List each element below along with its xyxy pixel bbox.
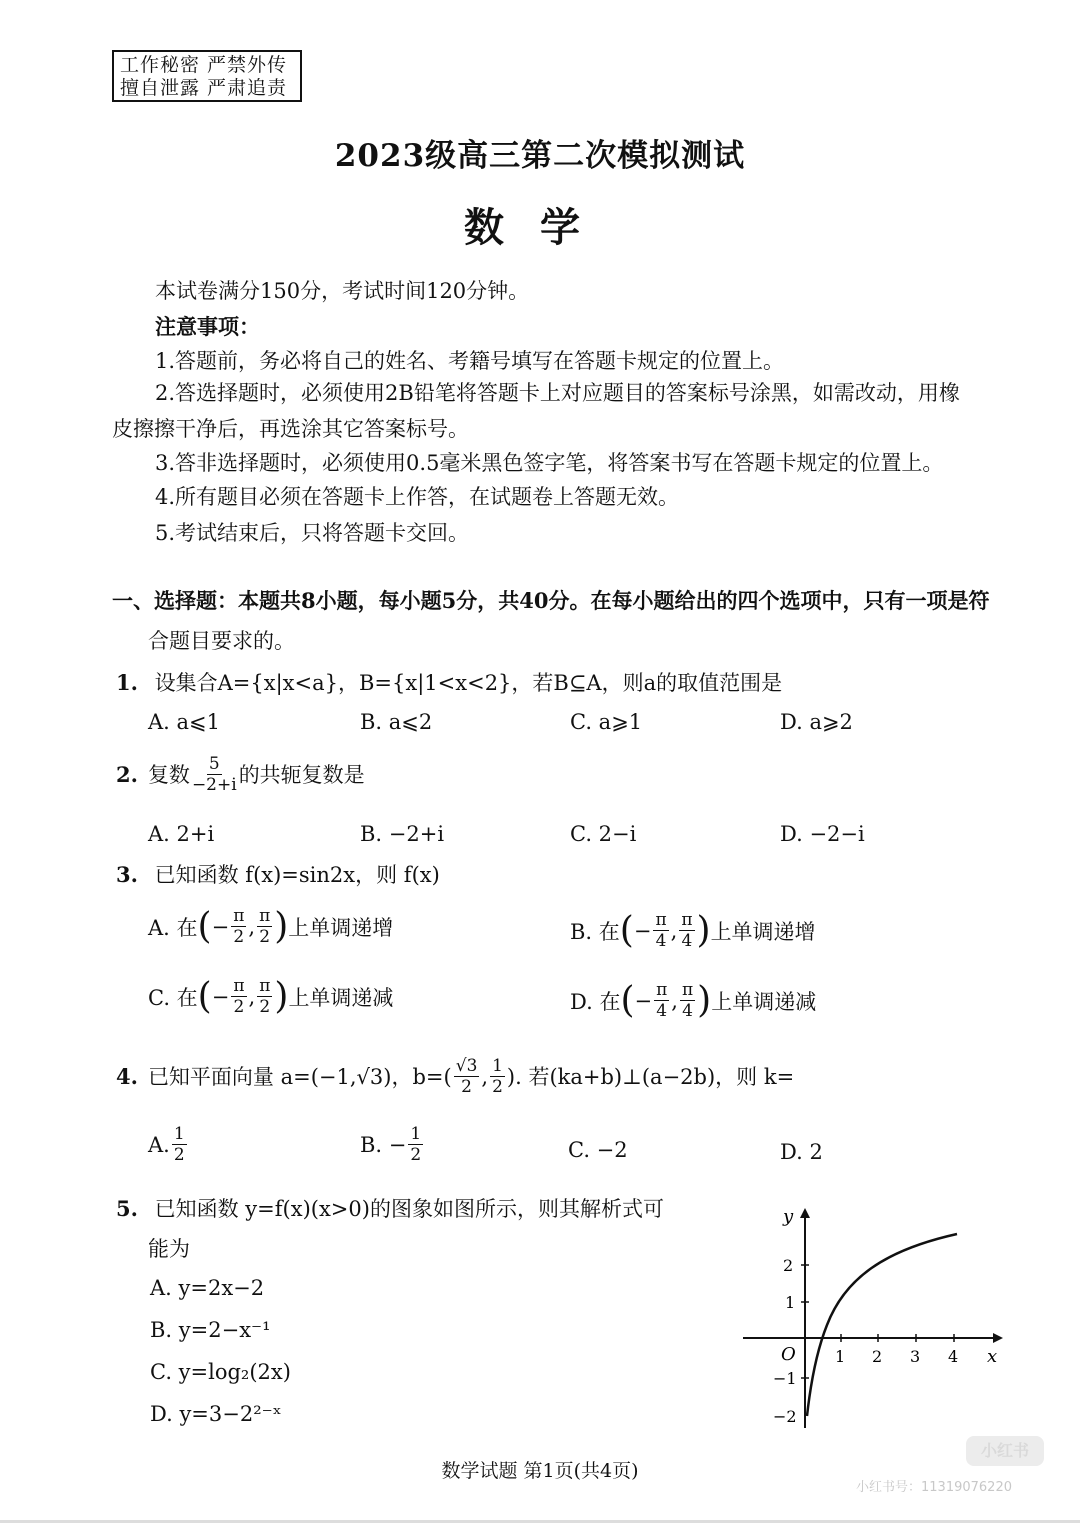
- right-paren: ): [696, 910, 711, 951]
- left-paren: (: [197, 906, 212, 947]
- fraction-denominator: 2: [410, 1145, 422, 1165]
- question-4: [116, 1056, 794, 1097]
- q4-option-b: [360, 1124, 425, 1165]
- left-paren: (: [619, 910, 634, 951]
- y-tick-2: 2: [783, 1256, 794, 1275]
- q2-option-a: A. 2+i: [148, 822, 215, 846]
- question-text-pre: 复数: [147, 762, 190, 787]
- fraction: [653, 910, 668, 951]
- fraction-denominator: 4: [655, 931, 667, 951]
- watermark-id: 小红书号：11319076220: [856, 1480, 1012, 1495]
- option-label: B. −: [360, 1132, 407, 1157]
- q5-option-c: C. y=log₂(2x): [150, 1360, 291, 1384]
- fraction-numerator: π: [681, 910, 693, 930]
- y-axis-arrow: [800, 1208, 810, 1218]
- question-number: 2.: [116, 761, 138, 787]
- fraction-numerator: π: [655, 910, 667, 930]
- question-text: 已知函数 f(x)=sin2x，则 f(x): [154, 863, 440, 887]
- minus-sign: −: [634, 988, 653, 1013]
- intro-text: 本试卷满分150分，考试时间120分钟。: [155, 279, 530, 303]
- fraction: [408, 1124, 423, 1165]
- x-axis-arrow: [993, 1333, 1003, 1343]
- fraction-denominator: 2: [461, 1077, 472, 1097]
- fraction: [490, 1056, 505, 1097]
- fraction-denominator: 4: [656, 1001, 668, 1021]
- question-number: 5.: [116, 1196, 138, 1221]
- option-suffix: 上单调递减: [711, 989, 817, 1014]
- question-1: [116, 668, 782, 698]
- right-paren: ): [274, 906, 289, 947]
- note-item-2: 2.答选择题时，必须使用2B铅笔将答题卡上对应题目的答案标号涂黑，如需改动，用橡: [155, 381, 960, 405]
- x-tick-2: 2: [872, 1347, 883, 1366]
- fraction-numerator: 1: [492, 1056, 503, 1076]
- q1-option-d: D. a⩾2: [780, 710, 853, 734]
- question-text: 已知函数 y=f(x)(x>0)的图象如图所示，则其解析式可: [154, 1197, 664, 1221]
- fraction: [172, 1124, 187, 1165]
- minus-sign: −: [211, 984, 230, 1009]
- fraction: [231, 906, 246, 947]
- question-number: 1.: [116, 670, 138, 695]
- q5-option-a: A. y=2x−2: [150, 1276, 265, 1300]
- fraction-denominator: 2: [259, 927, 271, 947]
- question-5-cont: 能为: [148, 1237, 190, 1261]
- minus-sign: −: [211, 914, 230, 939]
- left-paren: (: [620, 980, 635, 1021]
- stamp-line-1: 工作秘密 严禁外传: [120, 54, 288, 76]
- section-heading: 一、选择题：本题共8小题，每小题5分，共40分。在每小题给出的四个选项中，只有一项是符: [112, 588, 990, 613]
- fraction-numerator: π: [233, 976, 245, 996]
- fraction-numerator: 1: [410, 1124, 422, 1144]
- fraction-numerator: π: [681, 980, 694, 1000]
- q4-option-c: C. −2: [568, 1138, 628, 1162]
- fraction-denominator: 2: [173, 1145, 185, 1165]
- fraction-numerator: π: [259, 976, 271, 996]
- fraction-numerator: 5: [208, 754, 220, 774]
- fraction-numerator: π: [656, 980, 668, 1000]
- fraction-denominator: −2+i: [191, 775, 237, 795]
- fraction: [257, 906, 272, 947]
- question-2: [116, 754, 365, 795]
- question-number: 3.: [116, 862, 138, 887]
- page-footer: 数学试题 第1页(共4页): [441, 1460, 639, 1482]
- q2-option-b: B. −2+i: [360, 822, 445, 846]
- fraction: [257, 976, 272, 1017]
- question-number: 4.: [116, 1063, 138, 1089]
- option-label: C. 在: [148, 985, 198, 1010]
- note-item-2-cont: 皮擦擦干净后，再选涂其它答案标号。: [112, 417, 469, 441]
- notes-heading: 注意事项：: [155, 314, 260, 339]
- question-text: 设集合A={x|x<a}，B={x|1<x<2}，若B⊆A，则a的取值范围是: [154, 671, 783, 695]
- fraction-denominator: 2: [233, 997, 245, 1017]
- question-5: [116, 1194, 664, 1224]
- y-tick-1: 1: [785, 1293, 796, 1312]
- fraction: [192, 754, 237, 795]
- fraction-denominator: 2: [492, 1077, 503, 1097]
- q5-option-b: B. y=2−x⁻¹: [150, 1318, 271, 1342]
- q4-option-d: D. 2: [780, 1140, 823, 1164]
- fraction: [454, 1056, 480, 1097]
- note-item-4: 4.所有题目必须在答题卡上作答，在试题卷上答题无效。: [155, 485, 680, 509]
- bottom-divider: [0, 1520, 1080, 1523]
- y-tick-neg1: −1: [773, 1369, 797, 1388]
- q2-option-d: D. −2−i: [780, 822, 865, 846]
- fraction-numerator: π: [233, 906, 245, 926]
- option-label: D. 在: [570, 989, 621, 1014]
- q5-option-d: D. y=3−2²⁻ˣ: [150, 1402, 282, 1426]
- x-tick-3: 3: [910, 1347, 921, 1366]
- question-text-post: ). 若(ka+b)⊥(a−2b)，则 k=: [506, 1064, 795, 1089]
- stamp-line-2: 擅自泄露 严肃追责: [120, 77, 288, 99]
- option-suffix: 上单调递减: [288, 985, 394, 1010]
- comma: ,: [671, 988, 678, 1013]
- y-tick-neg2: −2: [773, 1407, 797, 1426]
- watermark-badge: 小红书: [966, 1436, 1044, 1466]
- x-tick-1: 1: [835, 1347, 846, 1366]
- option-suffix: 上单调递增: [288, 915, 394, 940]
- exam-title: 2023级高三第二次模拟测试: [334, 138, 746, 174]
- x-axis-label: x: [987, 1346, 998, 1367]
- question-text-post: 的共轭复数是: [238, 762, 365, 787]
- right-paren: ): [274, 976, 289, 1017]
- fraction-numerator: 1: [173, 1124, 185, 1144]
- subject-title: 数学: [464, 204, 616, 251]
- comma: ,: [248, 984, 256, 1009]
- fraction: [680, 980, 695, 1021]
- comma: ,: [248, 914, 256, 939]
- note-item-1: 1.答题前，务必将自己的姓名、考籍号填写在答题卡规定的位置上。: [155, 349, 785, 373]
- fraction-numerator: √3: [455, 1056, 478, 1076]
- section-heading-cont: 合题目要求的。: [148, 629, 295, 653]
- function-graph: [735, 1200, 1015, 1440]
- fraction-numerator: π: [259, 906, 271, 926]
- origin-label: O: [781, 1344, 796, 1365]
- fraction-denominator: 2: [233, 927, 245, 947]
- q3-option-a: [148, 906, 393, 947]
- option-label: A.: [148, 1132, 170, 1157]
- fraction: [654, 980, 669, 1021]
- q3-option-d: [570, 980, 816, 1021]
- fraction-denominator: 4: [681, 931, 693, 951]
- comma: ,: [481, 1064, 489, 1089]
- comma: ,: [670, 918, 678, 943]
- question-text-pre: 已知平面向量 a=(−1,√3)，b=(: [147, 1064, 452, 1089]
- fraction: [679, 910, 694, 951]
- q2-option-c: C. 2−i: [570, 822, 637, 846]
- fraction: [231, 976, 246, 1017]
- q3-option-b: [570, 910, 816, 951]
- y-axis-label: y: [783, 1206, 794, 1227]
- confidential-stamp: [112, 50, 302, 102]
- option-label: B. 在: [570, 919, 620, 944]
- x-tick-4: 4: [948, 1347, 959, 1366]
- note-item-5: 5.考试结束后，只将答题卡交回。: [155, 521, 470, 545]
- q1-option-a: A. a⩽1: [148, 710, 220, 734]
- function-curve: [807, 1234, 957, 1416]
- q1-option-c: C. a⩾1: [570, 710, 643, 734]
- fraction-denominator: 2: [259, 997, 271, 1017]
- fraction-denominator: 4: [682, 1001, 693, 1021]
- q3-option-c: [148, 976, 393, 1017]
- question-3: [116, 860, 440, 890]
- left-paren: (: [197, 976, 212, 1017]
- minus-sign: −: [633, 918, 652, 943]
- option-label: A. 在: [148, 915, 198, 940]
- option-suffix: 上单调递增: [710, 919, 816, 944]
- note-item-3: 3.答非选择题时，必须使用0.5毫米黑色签字笔，将答案书写在答题卡规定的位置上。: [155, 451, 944, 475]
- q1-option-b: B. a⩽2: [360, 710, 433, 734]
- right-paren: ): [697, 980, 712, 1021]
- q4-option-a: [148, 1124, 189, 1165]
